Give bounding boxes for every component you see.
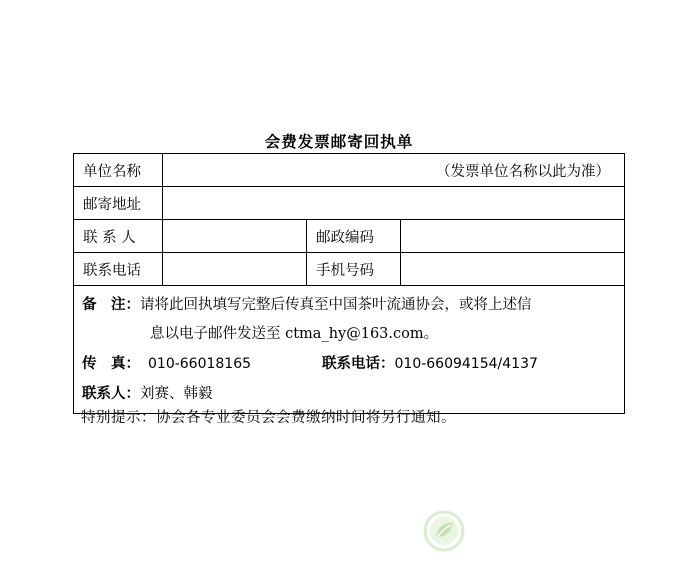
unit-name-field[interactable] (163, 154, 625, 187)
leaf-logo-icon (423, 510, 465, 552)
special-note: 特别提示：协会各专业委员会会费缴纳时间将另行通知。 (81, 410, 456, 426)
notes-cell (74, 286, 625, 414)
contact-field[interactable] (163, 220, 307, 253)
tel-label: 联系电话： (322, 355, 395, 372)
address-row (74, 187, 625, 220)
contacts-line (82, 379, 616, 409)
address-label: 邮寄地址 (74, 187, 163, 220)
phone-field[interactable] (163, 253, 307, 286)
remark-text-1: 请将此回执填写完整后传真至中国茶叶流通协会，或将上述信 (140, 297, 532, 313)
tel-value: 010-66094154/4137 (394, 356, 538, 372)
mobile-label: 手机号码 (307, 253, 401, 286)
phone-label: 联系电话 (74, 253, 163, 286)
mobile-field[interactable] (401, 253, 625, 286)
remark-text-2: 息以电子邮件发送至 ctma_hy@163.com。 (150, 326, 439, 342)
form-title: 会费发票邮寄回执单 (264, 132, 414, 151)
contacts-value: 刘赛、韩毅 (140, 386, 213, 402)
fax-label: 传 真： (82, 355, 140, 372)
unit-name-row (74, 154, 625, 187)
remark-line-1 (82, 290, 616, 320)
remark-line-2 (82, 320, 616, 349)
receipt-form-table (73, 153, 625, 414)
postcode-field[interactable] (401, 220, 625, 253)
fax-phone-line (82, 349, 616, 379)
unit-name-label: 单位名称 (74, 154, 163, 187)
postcode-label: 邮政编码 (307, 220, 401, 253)
address-field[interactable] (163, 187, 625, 220)
contact-row (74, 220, 625, 253)
contact-label: 联 系 人 (74, 220, 163, 253)
fax-value: 010-66018165 (148, 356, 252, 372)
contacts-label: 联系人： (82, 385, 140, 402)
remark-label: 备 注： (82, 296, 140, 313)
notes-row (74, 286, 625, 414)
unit-name-hint: （发票单位名称以此为准） (436, 163, 610, 180)
phone-row (74, 253, 625, 286)
